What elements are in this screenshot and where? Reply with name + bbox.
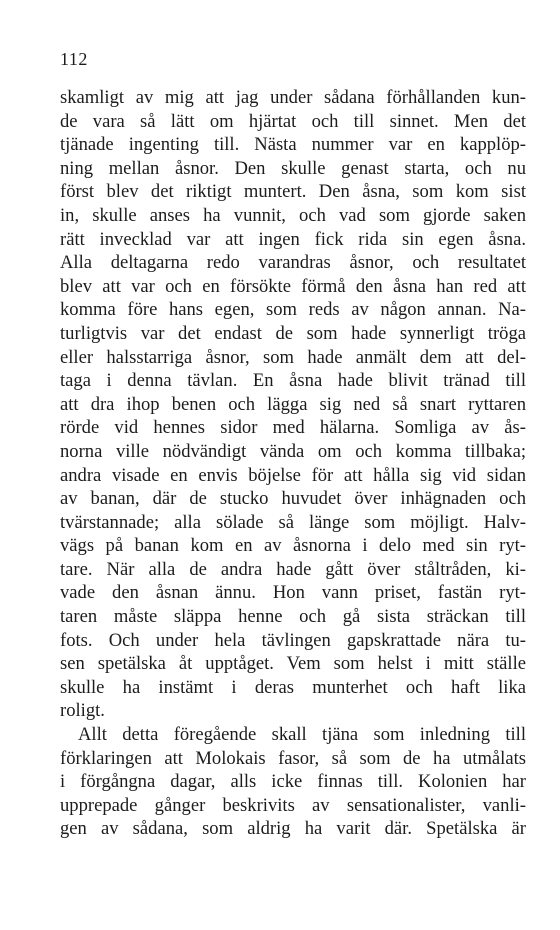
text-line: av banan, där de stucko huvudet över inhägnaden och [60,488,526,510]
text-line: sen spetälska åt upptåget. Vem som helst i mitt ställe [60,653,526,675]
page-number: 112 [60,49,88,69]
text-line: vade den åsnan ännu. Hon vann priset, fastän ryt- [60,582,526,604]
text-line: skulle ha instämt i deras munterhet och haft lika [60,676,526,698]
text-line: de vara så lätt om hjärtat och till sinnet. Men det [60,110,526,132]
text-line: tjänade ingenting till. Nästa nummer var en kapplöp- [60,134,526,156]
text-line: rätt invecklad var att ingen fick rida sin egen åsna. [60,228,526,250]
text-line: norna ville nödvändigt vända om och komma tillbaka; [60,440,526,462]
text-line: komma före hans egen, som reds av någon annan. Na- [60,299,526,321]
text-line: in, skulle anses ha vunnit, och vad som gjorde saken [60,204,526,226]
text-line: först blev det riktigt muntert. Den åsna, som kom sist [60,181,526,203]
text-line: i förgångna dagar, alls icke finnas till. Kolonien har [60,771,526,793]
text-line: eller halsstarriga åsnor, som hade anmält dem att del- [60,346,526,368]
paragraph [60,723,526,841]
text-line: att dra ihop benen och lägga sig ned så snart ryttaren [60,393,526,415]
text-line: rörde vid hennes sidor med hälarna. Somliga av ås- [60,417,526,439]
text-line: Alla deltagarna redo varandras åsnor, och resultatet [60,252,526,274]
text-line: taga i denna tävlan. En åsna hade blivit tränad till [60,370,526,392]
body-text [60,86,526,841]
text-line: fots. Och under hela tävlingen gapskrattade nära tu- [60,629,526,651]
text-line: vägs på banan kom en av åsnorna i delo med sin ryt- [60,535,526,557]
text-line: roligt. [60,700,105,722]
text-line: turligtvis var det endast de som hade synnerligt tröga [60,322,526,344]
text-line: blev att var och en försökte förmå den åsna han red att [60,275,526,297]
paragraph [60,86,526,723]
text-line: upprepade gånger beskrivits av sensationalister, vanli- [60,794,526,816]
text-line: taren måste släppa henne och gå sista sträckan till [60,606,526,628]
text-line: tare. När alla de andra hade gått över ståltråden, ki- [60,558,526,580]
text-line: Allt detta föregående skall tjäna som inledning till [78,724,526,746]
text-line: ning mellan åsnor. Den skulle genast starta, och nu [60,157,526,179]
text-line: gen av sådana, som aldrig ha varit där. Spetälska är [60,818,526,840]
text-line: tvärstannade; alla sölade så länge som möjligt. Halv- [60,511,526,533]
text-line: skamligt av mig att jag under sådana förhållanden kun- [60,87,526,108]
text-line: förklaringen att Molokais fasor, så som de ha utmålats [60,747,526,769]
text-line: andra visade en envis böjelse för att hålla sig vid sidan [60,464,526,486]
